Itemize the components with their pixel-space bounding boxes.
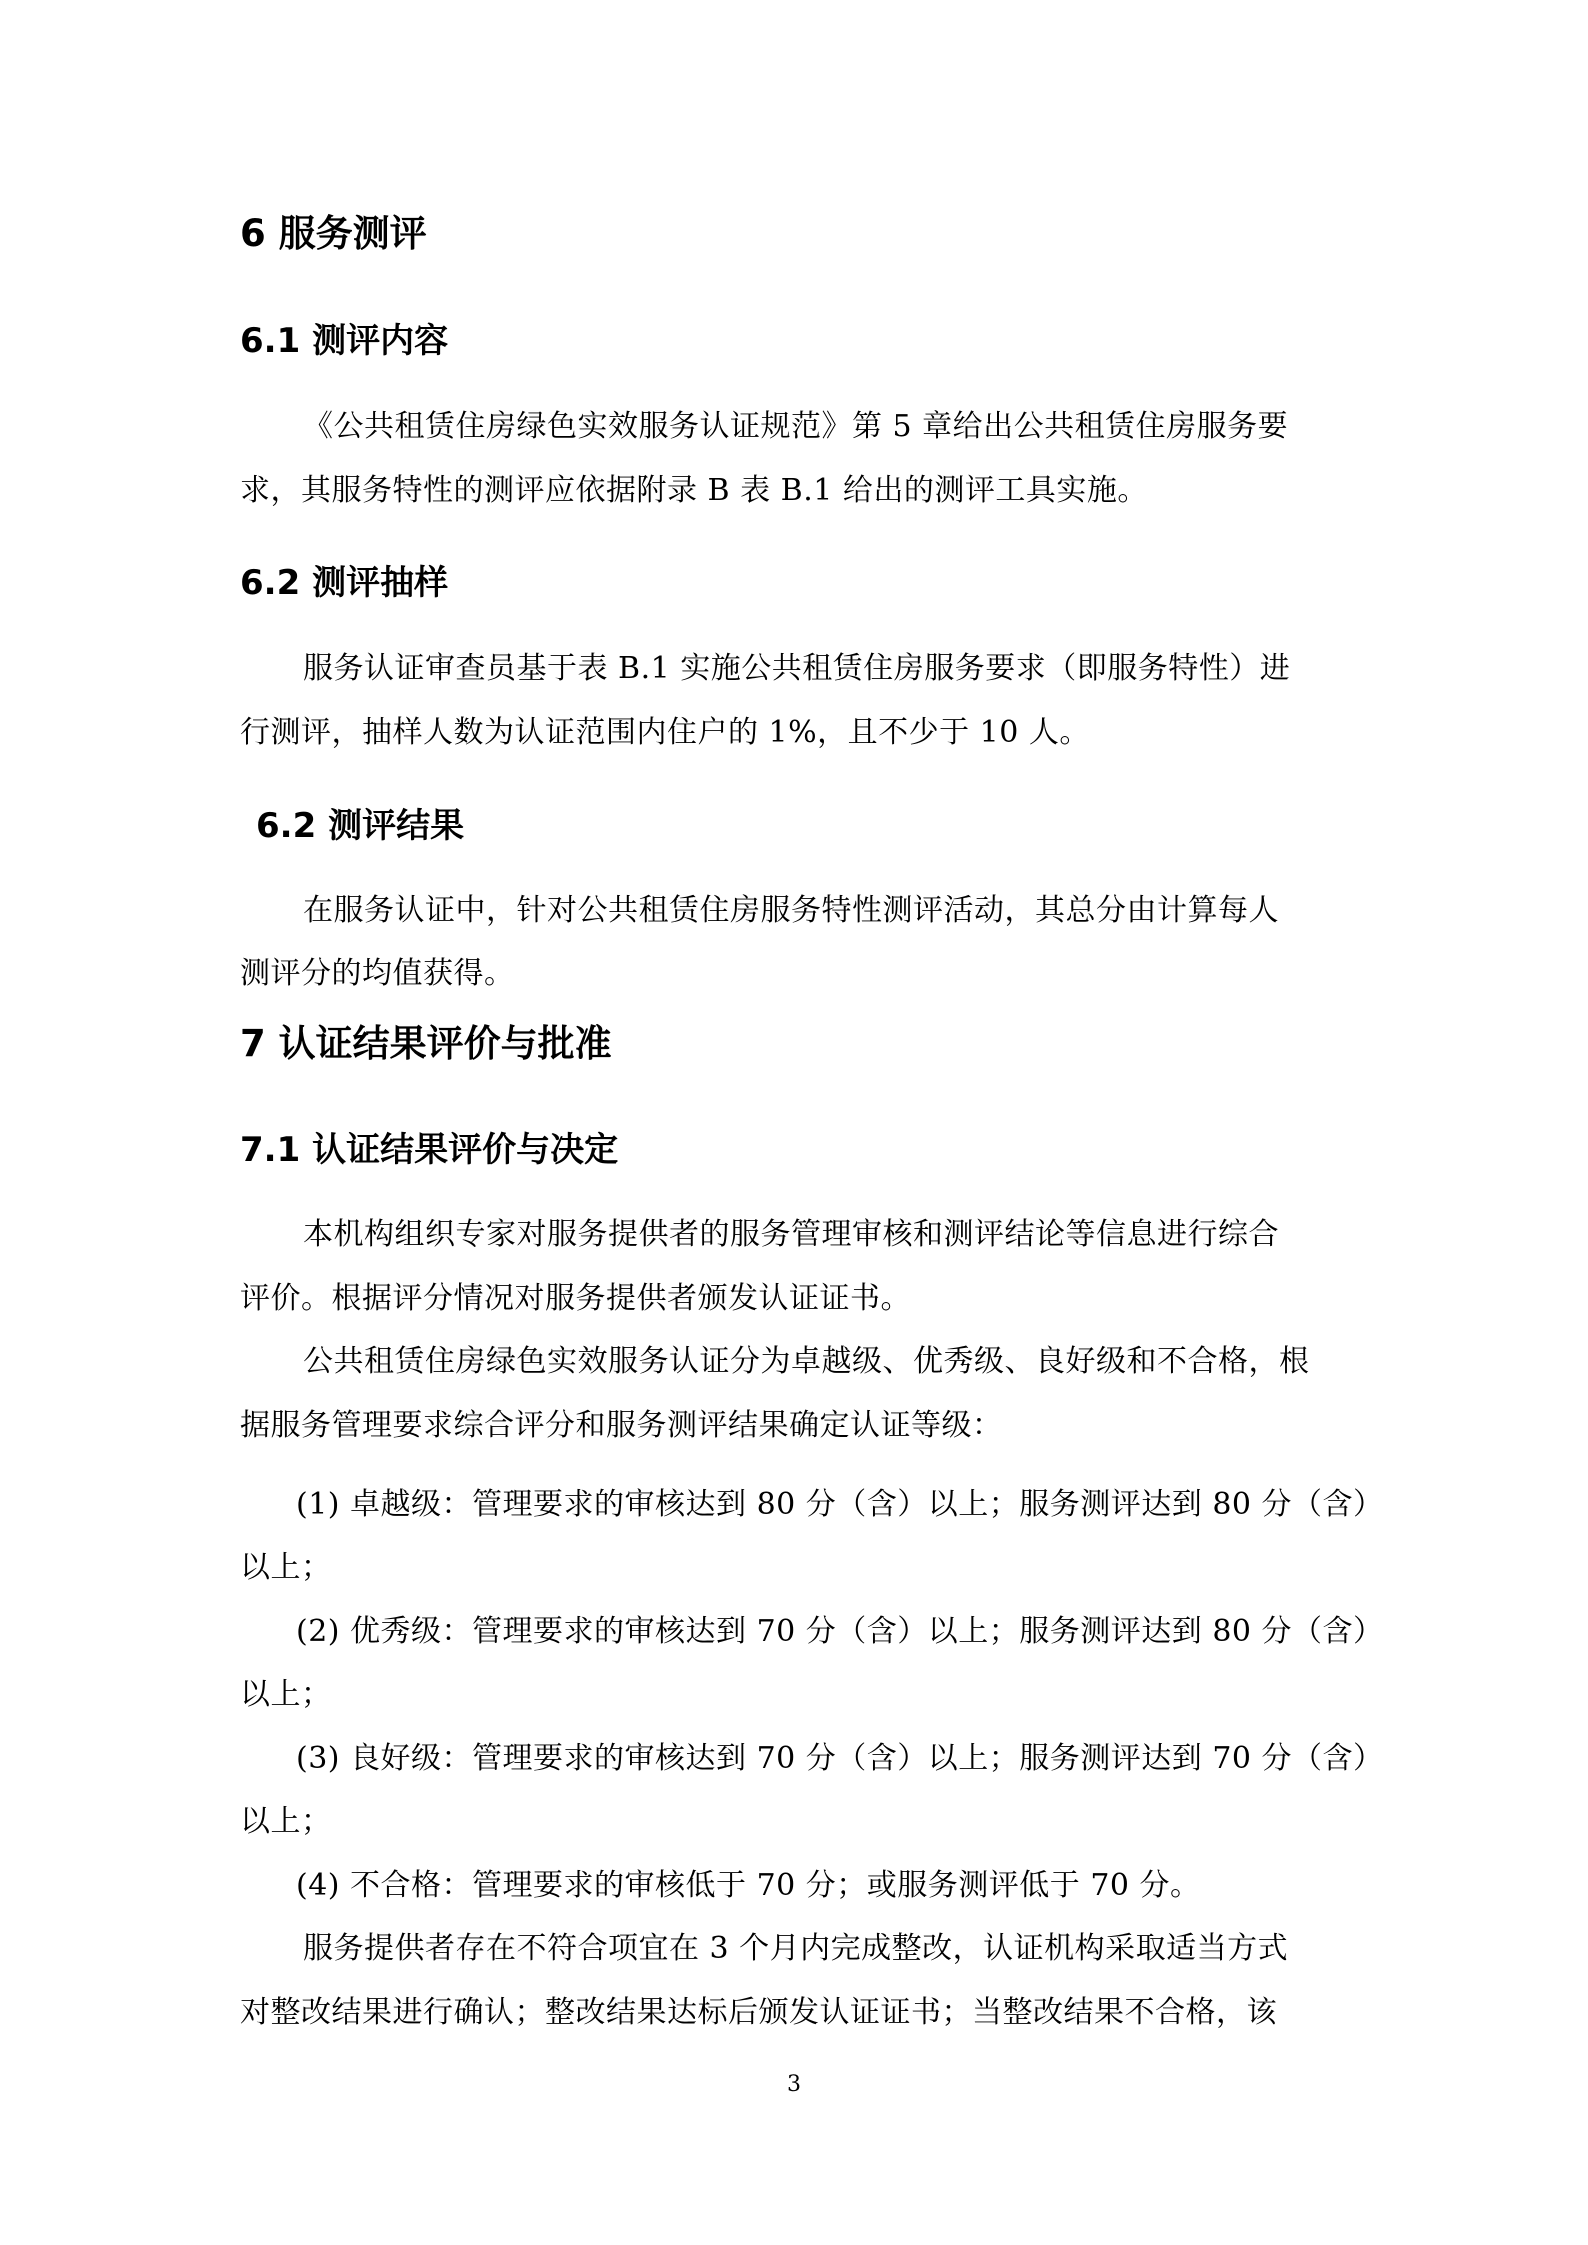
grade-item-good: (3) 良好级：管理要求的审核达到 70 分（含）以上；服务测评达到 70 分（含） [296, 1741, 1384, 1776]
paragraph-line: 评价。根据评分情况对服务提供者颁发认证证书。 [240, 1281, 911, 1316]
paragraph-line: 求，其服务特性的测评应依据附录 B 表 B.1 给出的测评工具实施。 [240, 473, 1148, 508]
grade-item-continuation: 以上； [240, 1677, 332, 1712]
page-number: 3 [787, 2072, 801, 2097]
section-6-3-heading: 6.2 测评结果 [256, 806, 465, 846]
section-6-1-heading: 6.1 测评内容 [240, 321, 449, 361]
paragraph-line: 服务提供者存在不符合项宜在 3 个月内完成整改，认证机构采取适当方式 [303, 1931, 1289, 1966]
grade-item-excellent: (1) 卓越级：管理要求的审核达到 80 分（含）以上；服务测评达到 80 分（含） [296, 1487, 1384, 1522]
paragraph-line: 行测评，抽样人数为认证范围内住户的 1%，且不少于 10 人。 [240, 715, 1090, 750]
grade-item-continuation: 以上； [240, 1804, 332, 1839]
paragraph-line: 《公共租赁住房绿色实效服务认证规范》第 5 章给出公共租赁住房服务要 [303, 409, 1289, 444]
paragraph-line: 服务认证审查员基于表 B.1 实施公共租赁住房服务要求（即服务特性）进 [303, 651, 1291, 686]
section-7-1-heading: 7.1 认证结果评价与决定 [240, 1130, 619, 1170]
grade-item-outstanding: (2) 优秀级：管理要求的审核达到 70 分（含）以上；服务测评达到 80 分（含） [296, 1614, 1384, 1649]
grade-item-unqualified: (4) 不合格：管理要求的审核低于 70 分；或服务测评低于 70 分。 [296, 1868, 1201, 1903]
paragraph-line: 公共租赁住房绿色实效服务认证分为卓越级、优秀级、良好级和不合格，根 [303, 1344, 1310, 1379]
paragraph-line: 测评分的均值获得。 [240, 956, 515, 991]
section-6-2-heading: 6.2 测评抽样 [240, 563, 449, 603]
paragraph-line: 在服务认证中，针对公共租赁住房服务特性测评活动，其总分由计算每人 [303, 893, 1279, 928]
section-7-heading: 7 认证结果评价与批准 [240, 1022, 612, 1065]
grade-item-continuation: 以上； [240, 1550, 332, 1585]
section-6-heading: 6 服务测评 [240, 212, 427, 255]
paragraph-line: 据服务管理要求综合评分和服务测评结果确定认证等级： [240, 1408, 1003, 1443]
paragraph-line: 对整改结果进行确认；整改结果达标后颁发认证证书；当整改结果不合格，该 [240, 1995, 1277, 2030]
paragraph-line: 本机构组织专家对服务提供者的服务管理审核和测评结论等信息进行综合 [303, 1217, 1279, 1252]
